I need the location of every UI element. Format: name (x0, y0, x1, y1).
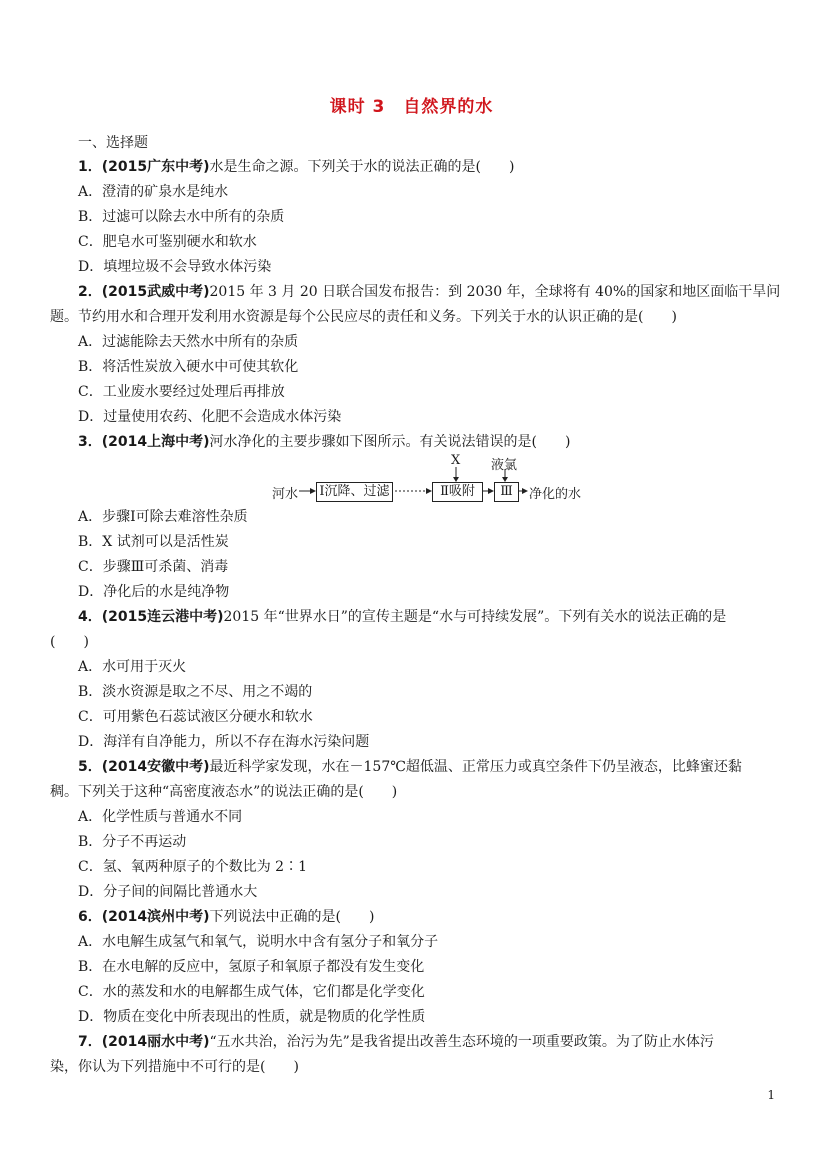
diagram-arrows (0, 0, 823, 520)
question-stem: 下列说法中正确的是( ) (209, 909, 375, 925)
option-c: C．工业废水要经过处理后再排放 (78, 384, 285, 400)
question-number: 5． (78, 759, 102, 775)
option-a: A．澄清的矿泉水是纯水 (78, 184, 229, 200)
question-number: 7． (78, 1034, 102, 1050)
question-stem-cont: 题。节约用水和合理开发利用水资源是每个公民应尽的责任和义务。下列关于水的认识正确的是( ) (50, 309, 677, 325)
question-7 (78, 1033, 714, 1051)
question-number: 2． (78, 284, 102, 300)
option-c: C．步骤Ⅲ可杀菌、消毒 (78, 559, 229, 575)
page-number: 1 (767, 1088, 775, 1102)
option-a: A．水电解生成氢气和氧气，说明水中含有氢分子和氧分子 (78, 934, 439, 950)
option-d: D．过量使用农药、化肥不会造成水体污染 (78, 409, 342, 425)
option-c: C．氢、氧两种原子的个数比为 2∶1 (78, 859, 307, 875)
step-2-box: Ⅱ吸附 (432, 482, 483, 502)
question-source: (2014滨州中考) (101, 909, 210, 925)
question-source: (2014丽水中考) (101, 1034, 210, 1050)
question-number: 3． (78, 434, 102, 450)
option-b: B．X 试剂可以是活性炭 (78, 534, 229, 550)
question-5 (78, 758, 742, 776)
option-d: D．净化后的水是纯净物 (78, 584, 230, 600)
question-4 (78, 608, 726, 626)
question-stem: 2015 年“世界水日”的宣传主题是“水与可持续发展”。下列有关水的说法正确的是 (223, 609, 727, 625)
question-stem: 2015 年 3 月 20 日联合国发布报告：到 2030 年，全球将有 40%的国家和地区面临干旱问 (209, 284, 781, 300)
question-source: (2015广东中考) (101, 159, 210, 175)
question-number: 4． (78, 609, 102, 625)
option-a: A．过滤能除去天然水中所有的杂质 (78, 334, 299, 350)
page-title: 课时 3 自然界的水 (329, 97, 494, 117)
question-stem: 最近科学家发现，水在－157℃超低温、正常压力或真空条件下仍呈液态，比蜂蜜还黏 (209, 759, 742, 775)
option-b: B．过滤可以除去水中所有的杂质 (78, 209, 285, 225)
question-number: 6． (78, 909, 102, 925)
option-d: D．填埋垃圾不会导致水体污染 (78, 259, 272, 275)
question-stem-cont: 稠。下列关于这种“高密度液态水”的说法正确的是( ) (50, 784, 398, 800)
option-c: C．肥皂水可鉴别硬水和软水 (78, 234, 257, 250)
question-stem: 河水净化的主要步骤如下图所示。有关说法错误的是( ) (209, 434, 571, 450)
diagram-start: 河水 (272, 487, 299, 502)
question-source: (2015武威中考) (101, 284, 210, 300)
question-number: 1． (78, 159, 102, 175)
question-source: (2015连云港中考) (101, 609, 224, 625)
section-heading: 一、选择题 (78, 135, 148, 151)
diagram-end: 净化的水 (529, 487, 582, 502)
option-b: B．分子不再运动 (78, 834, 187, 850)
question-source: (2014上海中考) (101, 434, 210, 450)
option-b: B．将活性炭放入硬水中可使其软化 (78, 359, 299, 375)
question-stem-cont: 染，你认为下列措施中不可行的是( ) (50, 1059, 299, 1075)
question-source: (2014安徽中考) (101, 759, 210, 775)
step-1-box: Ⅰ沉降、过滤 (316, 482, 393, 502)
question-stem: 水是生命之源。下列关于水的说法正确的是( ) (209, 159, 515, 175)
option-b: B．在水电解的反应中，氢原子和氧原子都没有发生变化 (78, 959, 425, 975)
option-b: B．淡水资源是取之不尽、用之不竭的 (78, 684, 313, 700)
option-d: D．分子间的间隔比普通水大 (78, 884, 258, 900)
option-d: D．物质在变化中所表现出的性质，就是物质的化学性质 (78, 1009, 426, 1025)
option-a: A．化学性质与普通水不同 (78, 809, 243, 825)
question-6 (78, 908, 374, 926)
option-a: A．水可用于灭火 (78, 659, 187, 675)
question-stem: “五水共治，治污为先”是我省提出改善生态环境的一项重要政策。为了防止水体污 (209, 1034, 714, 1050)
reagent-x-label: X (451, 453, 461, 468)
option-c: C．可用紫色石蕊试液区分硬水和软水 (78, 709, 313, 725)
option-c: C．水的蒸发和水的电解都生成气体，它们都是化学变化 (78, 984, 425, 1000)
question-stem-cont: ( ) (50, 634, 89, 650)
option-a: A．步骤Ⅰ可除去难溶性杂质 (78, 509, 248, 525)
reagent-chlorine-label: 液氯 (491, 458, 518, 473)
step-3-box: Ⅲ (494, 482, 519, 502)
option-d: D．海洋有自净能力，所以不存在海水污染问题 (78, 734, 370, 750)
